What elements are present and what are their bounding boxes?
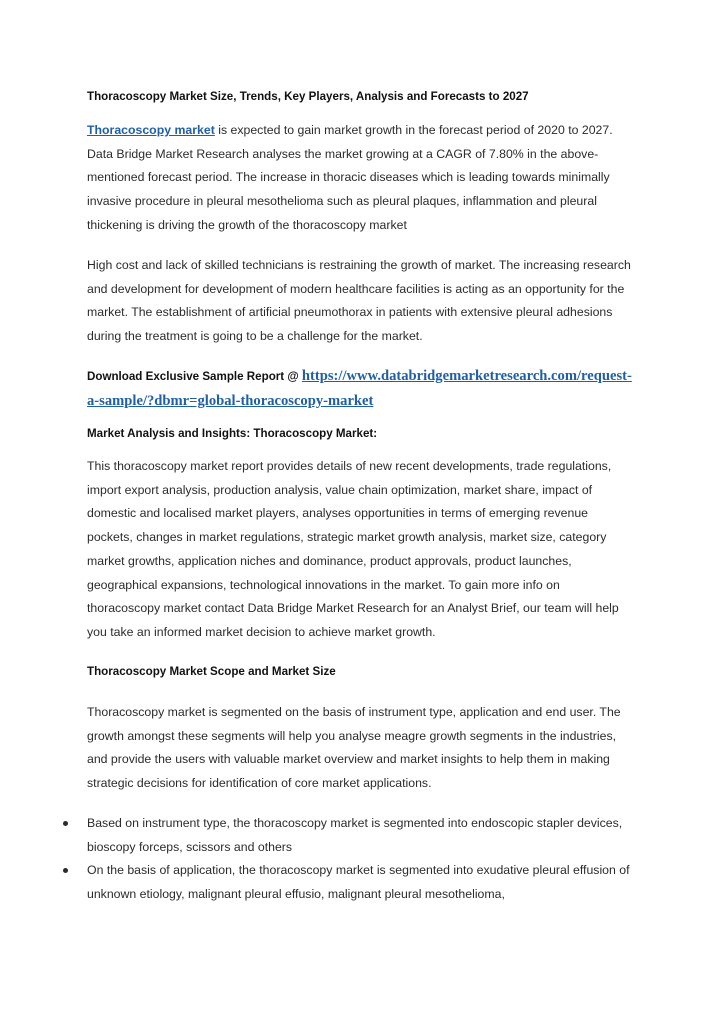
bullet-icon [63,868,68,873]
list-item-text: On the basis of application, the thoracoscopy market is segmented into exudative pleural effusion of unknown etiology, malignant pleural effusio, malignant pleural mesothelioma, [87,863,630,902]
intro-text: is expected to gain market growth in the forecast period of 2020 to 2027. Data Bridge Market Research analyses the market growing at a CAGR of 7.80% in the above-mentioned forecast period. The increase in thoracic diseases which is leading towards minimally invasive procedure in pleural mesothelioma such as pleural plaques, inflammation and pleural thickening is driving the growth of the thoracoscopy market [87,123,613,232]
segment-list [60,812,640,907]
scope-heading: Thoracoscopy Market Scope and Market Size [87,665,336,678]
list-item [60,812,640,859]
restraint-paragraph: High cost and lack of skilled technicians is restraining the growth of market. The increasing research and development for development of modern healthcare facilities is acting as an opportunity for the market. The establishment of artificial pneumothorax in patients with extensive pleural adhesions during the treatment is going to be a challenge for the market. [87,258,631,344]
download-line [87,364,635,414]
scope-paragraph: Thoracoscopy market is segmented on the basis of instrument type, application and end user. The growth amongst these segments will help you analyse meagre growth segments in the industries, and provide the users with valuable market overview and market insights to help them in making strategic decisions for identification of core market applications. [87,705,621,791]
list-item-text: Based on instrument type, the thoracoscopy market is segmented into endoscopic stapler devices, bioscopy forceps, scissors and others [87,816,623,854]
list-item [60,859,640,906]
document-title: Thoracoscopy Market Size, Trends, Key Players, Analysis and Forecasts to 2027 [87,90,529,103]
download-label: Download Exclusive Sample Report @ [87,370,302,383]
bullet-icon [63,821,68,826]
analysis-paragraph: This thoracoscopy market report provides details of new recent developments, trade regulations, import export analysis, production analysis, value chain optimization, market share, impact of domestic and localised market players, analyses opportunities in terms of emerging revenue pockets, changes in market regulations, strategic market growth analysis, market size, category market growths, application niches and dominance, product approvals, product launches, geographical expansions, technological innovations in the market. To gain more info on thoracoscopy market contact Data Bridge Market Research for an Analyst Brief, our team will help you take an informed market decision to achieve market growth. [87,459,619,639]
sample-report-link[interactable]: https://www.databridgemarketresearch.com/request-a-sample/?dbmr=global-thoracoscopy-market [87,368,632,409]
analysis-heading: Market Analysis and Insights: Thoracoscopy Market: [87,427,378,440]
thoracoscopy-market-link[interactable]: Thoracoscopy market [87,123,215,137]
intro-paragraph [87,119,635,238]
